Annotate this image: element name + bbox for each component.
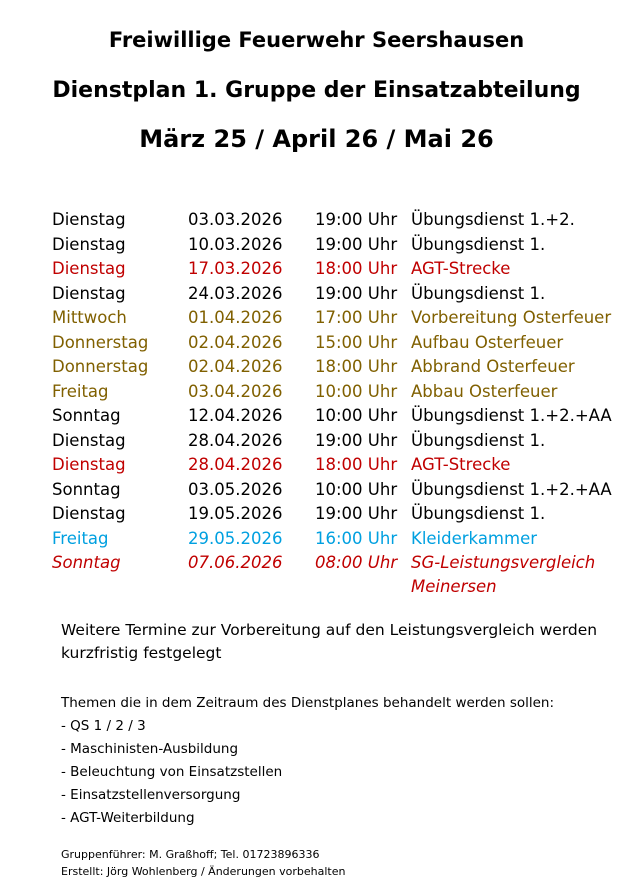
- schedule-day: Freitag: [52, 528, 109, 548]
- schedule-date: 02.04.2026: [188, 332, 283, 352]
- schedule-description: Übungsdienst 1.: [411, 504, 546, 523]
- schedule-row: [0, 282, 633, 307]
- schedule-description: Übungsdienst 1.: [411, 234, 546, 254]
- schedule-row: [0, 208, 633, 233]
- schedule-day: Dienstag: [52, 210, 126, 229]
- schedule-date: 07.06.2026: [188, 553, 283, 572]
- schedule-day: Donnerstag: [52, 357, 149, 376]
- schedule-day: Dienstag: [52, 504, 126, 523]
- footer: [61, 846, 345, 880]
- schedule-row: [0, 429, 633, 454]
- schedule-day: Freitag: [52, 381, 109, 401]
- schedule-day: Donnerstag: [52, 332, 149, 352]
- schedule-time: 19:00 Uhr: [315, 504, 398, 523]
- schedule-date: 03.03.2026: [188, 210, 283, 229]
- schedule-row: [0, 453, 633, 478]
- schedule-description: Übungsdienst 1.+2.+AA: [411, 406, 612, 425]
- schedule-description: Übungsdienst 1.: [411, 283, 546, 303]
- schedule-date: 28.04.2026: [188, 455, 283, 474]
- schedule-row: [0, 355, 633, 380]
- schedule-date: 28.04.2026: [188, 430, 283, 450]
- document-period: März 25 / April 26 / Mai 26: [139, 125, 494, 153]
- document-title: Freiwillige Feuerwehr Seershausen: [108, 28, 525, 52]
- schedule-time: 10:00 Uhr: [315, 381, 398, 401]
- topics-item: - QS 1 / 2 / 3: [61, 718, 146, 734]
- schedule-day: Sonntag: [52, 553, 121, 572]
- topics-item: - Maschinisten-Ausbildung: [61, 741, 239, 757]
- schedule-day: Dienstag: [52, 234, 126, 254]
- schedule-time: 10:00 Uhr: [315, 479, 398, 499]
- schedule-date: 17.03.2026: [188, 259, 283, 278]
- schedule-row: [0, 551, 633, 600]
- schedule-day: Dienstag: [52, 455, 126, 474]
- schedule-description: Vorbereitung Osterfeuer: [411, 308, 612, 327]
- schedule-row: [0, 331, 633, 356]
- schedule-date: 19.05.2026: [188, 504, 283, 523]
- schedule-row: [0, 306, 633, 331]
- schedule-date: 03.04.2026: [188, 381, 283, 401]
- schedule-row: [0, 502, 633, 527]
- schedule-date: 02.04.2026: [188, 357, 283, 376]
- topics-section: [61, 692, 554, 830]
- schedule-time: 19:00 Uhr: [315, 234, 398, 254]
- schedule-row: [0, 527, 633, 552]
- schedule-description: Übungsdienst 1.+2.: [411, 210, 575, 229]
- schedule-row: [0, 404, 633, 429]
- topics-item: - Beleuchtung von Einsatzstellen: [61, 764, 283, 780]
- schedule-date: 24.03.2026: [188, 283, 283, 303]
- schedule-description: Abbau Osterfeuer: [411, 381, 558, 401]
- schedule-date: 10.03.2026: [188, 234, 283, 254]
- schedule-day: Dienstag: [52, 430, 126, 450]
- topics-item: - Einsatzstellenversorgung: [61, 787, 241, 803]
- schedule-row: [0, 380, 633, 405]
- schedule-description: Aufbau Osterfeuer: [411, 332, 564, 352]
- schedule-description: Abbrand Osterfeuer: [411, 357, 575, 376]
- schedule-date: 03.05.2026: [188, 479, 283, 499]
- schedule-time: 08:00 Uhr: [315, 553, 398, 572]
- schedule-time: 19:00 Uhr: [315, 283, 398, 303]
- schedule-row: [0, 257, 633, 282]
- schedule-time: 19:00 Uhr: [315, 210, 398, 229]
- document-subtitle: Dienstplan 1. Gruppe der Einsatzabteilung: [52, 78, 581, 103]
- schedule-day: Dienstag: [52, 259, 126, 278]
- schedule-day: Mittwoch: [52, 308, 127, 327]
- note-text: Weitere Termine zur Vorbereitung auf den Leistungsvergleich werden kurzfristig festgelegt: [61, 621, 598, 662]
- footer-author: Erstellt: Jörg Wohlenberg / Änderungen vorbehalten: [61, 865, 346, 878]
- schedule-time: 18:00 Uhr: [315, 455, 398, 474]
- schedule-date: 29.05.2026: [188, 528, 283, 548]
- schedule-day: Sonntag: [52, 479, 121, 499]
- schedule-description: AGT-Strecke: [411, 455, 511, 474]
- topics-intro: Themen die in dem Zeitraum des Dienstplanes behandelt werden sollen:: [61, 695, 555, 711]
- topics-item: - AGT-Weiterbildung: [61, 810, 195, 826]
- footer-leader: Gruppenführer: M. Graßhoff; Tel. 01723896336: [61, 848, 320, 861]
- schedule-day: Sonntag: [52, 406, 121, 425]
- schedule-time: 18:00 Uhr: [315, 259, 398, 278]
- schedule-table: [0, 208, 633, 600]
- schedule-time: 18:00 Uhr: [315, 357, 398, 376]
- schedule-description: Übungsdienst 1.+2.+AA: [411, 479, 612, 499]
- schedule-date: 12.04.2026: [188, 406, 283, 425]
- schedule-time: 17:00 Uhr: [315, 308, 398, 327]
- schedule-description: Übungsdienst 1.: [411, 430, 546, 450]
- schedule-day: Dienstag: [52, 283, 126, 303]
- schedule-time: 15:00 Uhr: [315, 332, 398, 352]
- schedule-time: 19:00 Uhr: [315, 430, 398, 450]
- schedule-time: 10:00 Uhr: [315, 406, 398, 425]
- schedule-date: 01.04.2026: [188, 308, 283, 327]
- schedule-description: Kleiderkammer: [411, 528, 538, 548]
- schedule-row: [0, 478, 633, 503]
- schedule-description: SG-Leistungsvergleich Meinersen: [411, 553, 596, 596]
- schedule-time: 16:00 Uhr: [315, 528, 398, 548]
- schedule-description: AGT-Strecke: [411, 259, 511, 278]
- schedule-row: [0, 233, 633, 258]
